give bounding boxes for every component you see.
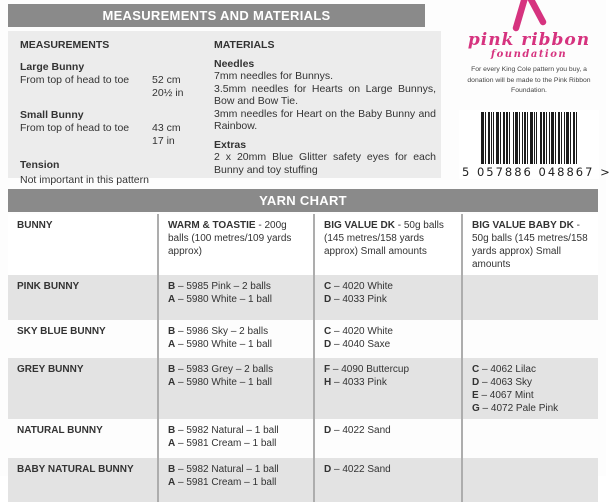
yarn-detail-cell <box>158 320 314 358</box>
column-header-bunny: BUNNY <box>8 214 158 275</box>
yarn-detail-cell <box>314 275 462 320</box>
small-bunny-desc: From top of head to toe <box>20 122 130 134</box>
measurements-heading: MEASUREMENTS <box>20 39 110 51</box>
yarn-detail-cell <box>462 458 598 502</box>
bunny-name-cell: BABY NATURAL BUNNY <box>8 458 158 502</box>
barcode <box>459 110 612 179</box>
yarn-line: C – 4020 White <box>324 326 393 337</box>
measurements-materials-title-bar <box>8 4 425 27</box>
bunny-name-cell: GREY BUNNY <box>8 358 158 419</box>
barcode-digits: 5 057886 048867 > <box>462 164 612 179</box>
bunny-name-cell: PINK BUNNY <box>8 275 158 320</box>
brand-name-line1: pink ribbon <box>467 30 591 50</box>
yarn-detail-cell <box>158 275 314 320</box>
small-bunny-label: Small Bunny <box>20 109 84 121</box>
yarn-chart-title-bar <box>8 189 598 212</box>
yarn-line: G – 4072 Pale Pink <box>472 403 559 414</box>
yarn-line: A – 5980 White – 1 ball <box>168 294 272 305</box>
extras-text: 2 x 20mm Blue Glitter safety eyes for each Bunny and toy stuffing <box>214 151 436 176</box>
yarn-detail-cell <box>462 419 598 458</box>
tension-value: Not important in this pattern <box>20 174 149 186</box>
yarn-detail-cell <box>462 275 598 320</box>
yarn-detail-cell <box>314 320 462 358</box>
large-bunny-desc: From top of head to toe <box>20 74 130 86</box>
yarn-detail-cell <box>158 358 314 419</box>
yarn-table-row <box>8 320 598 358</box>
large-bunny-label: Large Bunny <box>20 61 85 73</box>
pink-ribbon-icon <box>452 0 606 30</box>
yarn-line: H – 4033 Pink <box>324 377 387 388</box>
yarn-line: B – 5983 Grey – 2 balls <box>168 364 274 375</box>
yarn-detail-cell <box>314 358 462 419</box>
materials-section <box>214 39 436 176</box>
yarn-table-header-row <box>8 214 598 275</box>
small-bunny-metric: 43 cm <box>152 122 181 134</box>
bunny-name-cell: SKY BLUE BUNNY <box>17 326 106 337</box>
tension-label: Tension <box>20 159 60 171</box>
large-bunny-measurement <box>20 61 212 100</box>
yarn-line: B – 5982 Natural – 1 ball <box>168 425 279 436</box>
yarn-line: D – 4033 Pink <box>324 294 387 305</box>
yarn-line: A – 5980 White – 1 ball <box>168 377 272 388</box>
large-bunny-metric: 52 cm <box>152 74 181 86</box>
yarn-line: D – 4063 Sky <box>472 377 533 388</box>
yarn-line: D – 4022 Sand <box>324 425 391 436</box>
yarn-line: A – 5981 Cream – 1 ball <box>168 438 277 449</box>
yarn-detail-cell <box>462 358 598 419</box>
yarn-chart-table <box>8 214 598 502</box>
yarn-line: F – 4090 Buttercup <box>324 364 410 375</box>
section-title: MEASUREMENTS AND MATERIALS <box>102 8 331 23</box>
materials-heading: MATERIALS <box>214 39 275 51</box>
small-bunny-imperial: 17 in <box>152 135 175 147</box>
column-header-big-value-baby-dk: BIG VALUE BABY DK - 50g balls (145 metres/158 yards approx) Small amounts <box>462 214 598 275</box>
charity-note: For every King Cole pattern you buy, a donation will be made to the Pink Ribbon Foundation. <box>467 66 591 95</box>
large-bunny-imperial: 20½ in <box>152 87 184 99</box>
yarn-line: A – 5981 Cream – 1 ball <box>168 477 277 488</box>
small-bunny-measurement <box>20 109 212 148</box>
needles-line-2: 3.5mm needles for Hearts on Large Bunnys, Bow and Bow Tie. <box>214 82 436 107</box>
measurements-section <box>20 39 212 187</box>
yarn-detail-cell <box>462 320 598 358</box>
yarn-table-row <box>8 358 598 419</box>
brand-name-line2: foundation <box>490 49 568 60</box>
yarn-detail-cell <box>314 458 462 502</box>
needles-line-3: 3mm needles for Heart on the Baby Bunny and Rainbow. <box>214 107 436 132</box>
extras-label: Extras <box>214 138 247 151</box>
yarn-line: B – 5982 Natural – 1 ball <box>168 464 279 475</box>
yarn-table-row <box>8 458 598 502</box>
yarn-line: E – 4067 Mint <box>472 390 534 401</box>
yarn-detail-cell <box>314 419 462 458</box>
bunny-name-cell: NATURAL BUNNY <box>17 425 103 436</box>
needles-label: Needles <box>214 57 255 70</box>
column-header-big-value-dk: BIG VALUE DK - 50g balls (145 metres/158 yards approx) Small amounts <box>314 214 462 275</box>
yarn-detail-cell <box>158 458 314 502</box>
info-panel <box>8 31 441 186</box>
barcode-bars <box>462 112 596 164</box>
column-header-warm-toastie: WARM & TOASTIE - 200g balls (100 metres/109 yards approx) <box>158 214 314 275</box>
yarn-line: C – 4020 White <box>324 281 393 292</box>
yarn-line: B – 5985 Pink – 2 balls <box>168 281 271 292</box>
charity-block <box>452 0 612 179</box>
yarn-line: D – 4040 Saxe <box>324 339 391 350</box>
yarn-line: C – 4062 Lilac <box>472 364 536 375</box>
yarn-line: A – 5980 White – 1 ball <box>168 339 272 350</box>
yarn-table-row <box>8 275 598 320</box>
yarn-line: D – 4022 Sand <box>324 464 391 475</box>
yarn-detail-cell <box>158 419 314 458</box>
yarn-table-body <box>8 275 598 502</box>
needles-line-1: 7mm needles for Bunnys. <box>214 70 334 82</box>
yarn-chart-title: YARN CHART <box>259 193 347 208</box>
yarn-table-row <box>8 419 598 458</box>
yarn-line: B – 5986 Sky – 2 balls <box>168 326 269 337</box>
